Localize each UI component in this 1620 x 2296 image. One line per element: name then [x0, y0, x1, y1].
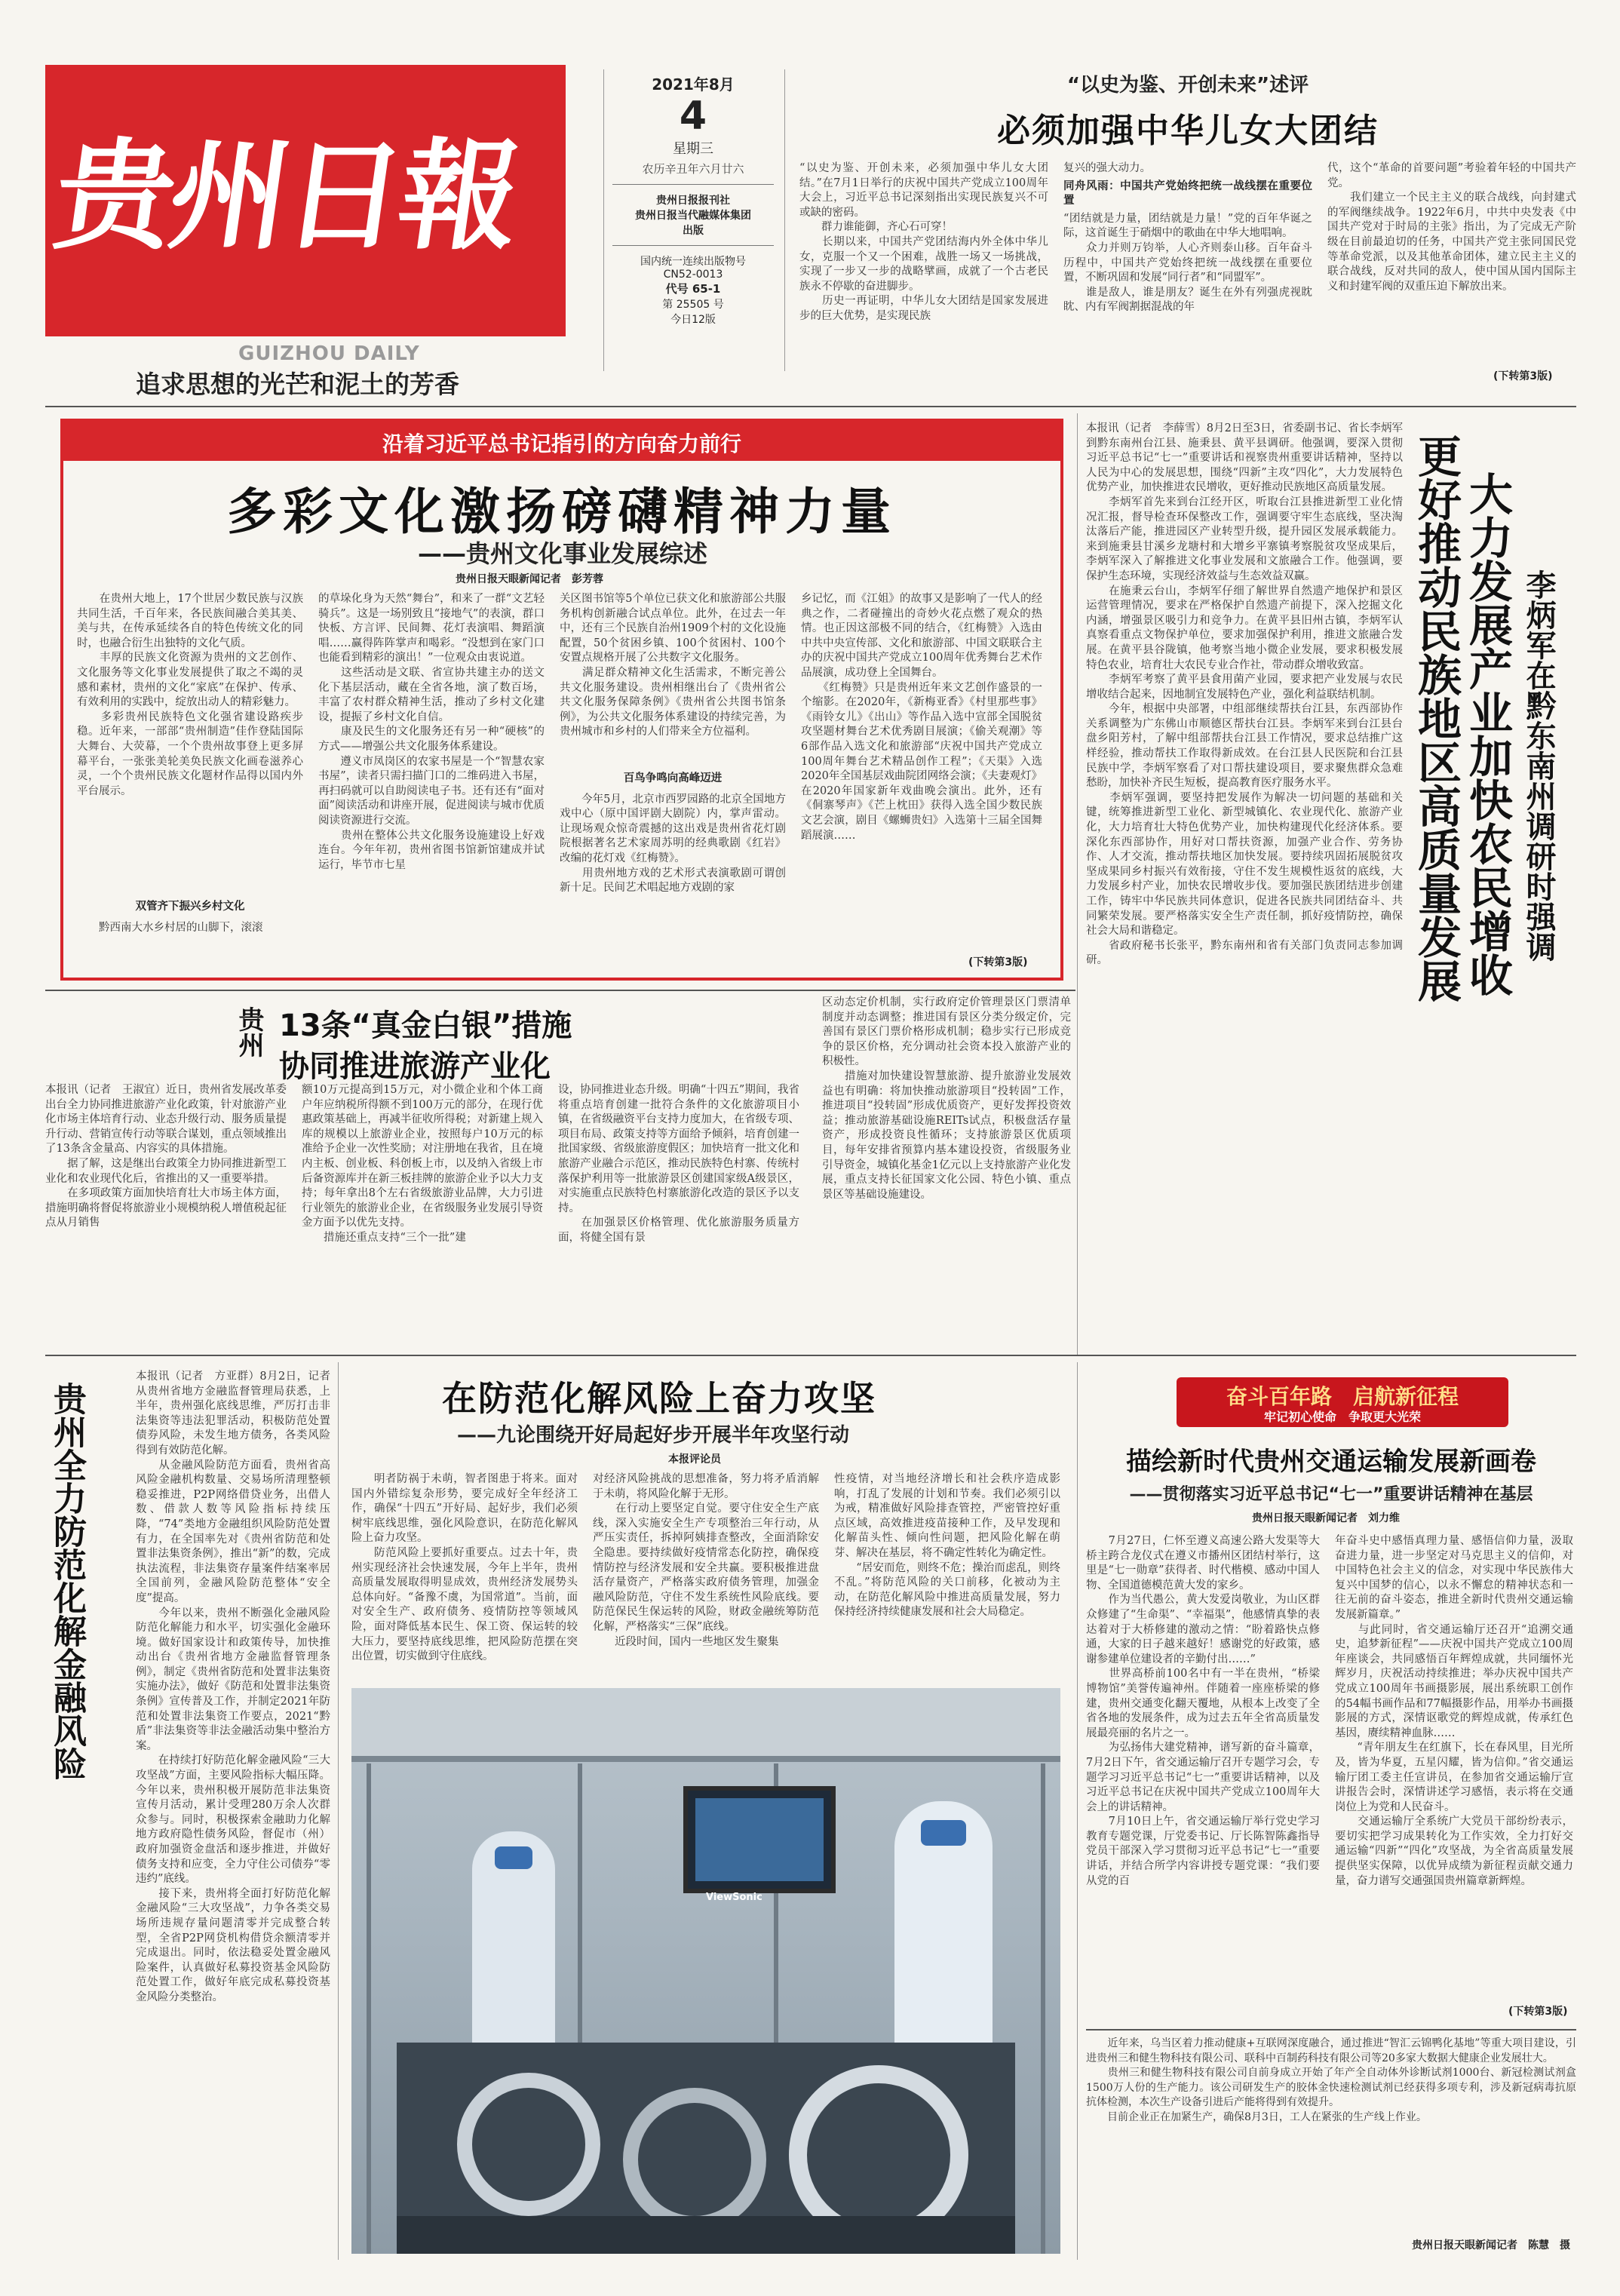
lab-photo [351, 1688, 1060, 2254]
postal-code: 代号 65-1 [665, 282, 721, 296]
transport-article [1086, 1441, 1576, 2021]
issn-label: 国内统一连续出版物号 [640, 256, 746, 268]
monitor-brand: ViewSonic [706, 1892, 762, 1903]
logo-pinyin: GUIZHOU DAILY [238, 342, 420, 365]
publisher-1: 贵州日报报刊社 [656, 195, 730, 207]
tourism-headline-1: 13条“真金白银”措施 [279, 1008, 572, 1043]
rural-headline-2: 大力发展产业加快农民增收 [1462, 471, 1513, 996]
banner-sub: 牢记初心使命 争取更大光荣 [1263, 1410, 1421, 1424]
transport-subheadline: ——贯彻落实习近平总书记“七一”重要讲话精神在基层 [1129, 1485, 1533, 1504]
rural-article [1086, 419, 1576, 1354]
top-kicker: “以史为鉴、开创未来”述评 [1066, 74, 1309, 97]
transport-continued: (下转第3版) [1508, 2006, 1568, 2018]
worker-right-icon [894, 1801, 993, 2050]
feature-col-3-subhead: 百鸟争鸣向高峰迈进 [623, 772, 723, 784]
feature-byline: 贵州日报天眼新闻记者 彭芳蓉 [456, 573, 603, 585]
commentary-headline: 在防范化解风险上奋力攻坚 [442, 1378, 876, 1419]
cn-number: CN52-0013 [663, 269, 723, 281]
commentary-col-1: 明者防祸于未萌，智者图患于将来。面对国内外错综复杂形势，要完成好全年经济工作，确保“十四五”开好局、起好步，我们必须树牢底线思维，强化风险意识，在防范化解风险上奋力攻坚。 防范风险上要抓好重要点。过去十年，贵州实现经济社会快速发展，今年上半年，贵州高质量发展取得明显成效，贵州经济发展势头总体向好。“备豫不虞，为国常道”。当前，面对安全生产、政府债务、疫情防控等领域风险，面对降低基本民生、保工资、保运转的较大压力，要坚持底线思维，把风险防范摆在突出位置，切实做到守住底线。 [351, 1473, 578, 1663]
feature-col-2: 的草垛化身为天然“舞台”，和来了一群“文艺轻骑兵”。这是一场别致且“接地气”的表演，群口快板、方言评、民间舞、花灯表演唱、舞蹈演唱……赢得阵阵掌声和喝彩。“没想到在家门口也能看到精彩的演出！”一位观众由衷说道。 这些活动是文联、省宣协共建主办的送文化下基层活动，藏在全省各地，演了数百场，丰富了农村群众精神生活，推动了乡村文化建设，提振了乡村文化自信。 康及民生的文化服务还有另一种“硬核”的方式——增强公共文化服务体系建设。 遵义市凤岗区的农家书屋是一个“智慧农家书屋”，读者只需扫描门口的二维码进入书屋，再扫码就可以自助阅读电子书。还有还有“面对面”阅读活动和讲座开展，促进阅读与城市优质阅读资源进行交流。 贵州在整体公共文化服务设施建设上好戏连台。今年年初，贵州省图书馆新馆建成并试运行，毕节市七星 [318, 593, 545, 871]
banner-title: 奋斗百年路 启航新征程 [1226, 1384, 1459, 1409]
feature-article [60, 419, 1063, 981]
rural-headline-3: 更好推动民族地区高质量发展 [1410, 434, 1462, 1002]
monitor-icon [683, 1786, 836, 1893]
masthead [45, 65, 566, 397]
feature-col-1-subhead: 双管齐下振兴乡村文化 [135, 901, 245, 913]
issue-number: 第 25505 号 [662, 299, 724, 311]
newspaper-logo [45, 65, 566, 336]
date-lunar: 农历辛丑年六月廿六 [642, 162, 744, 176]
brief-text: 近年来，乌当区着力推动健康+互联网深度融合，通过推进“智汇云锦鸭化基地”等重大项目建设，引进贵州三和健生物科技有限公司、联科中百制药科技有限公司等20多家大数据大健康企业发展壮大。 贵州三和健生物科技有限公司自前身成立开始了年产全自动体外诊断试剂1000台、新冠检测试剂盒1500万人份的生产能力。该公司研发生产的胶体金快速检测试剂已经获得多项专利，涉及新冠病毒抗原抗体检测，本次生产设备引进后产能将得到有效提升。 目前企业正在加紧生产，确保8月3日，工人在紧张的生产线上作业。 [1086, 2037, 1576, 2123]
tourism-headline-2: 协同推进旅游产业化 [279, 1049, 551, 1084]
transport-byline: 贵州日报天眼新闻记者 刘力维 [1252, 1512, 1400, 1524]
top-col-1: “以史为鉴、开创未来，必须加强中华儿女大团结。”在7月1日举行的庆祝中国共产党成立100周年大会上，习近平总书记深刻指出实现民族复兴不可或缺的密码。 群力谁能御，齐心石可穿！ 长期以来，中国共产党团结海内外全体中华儿女，克服一个又一个困难，战胜一场又一场挑战，实现了一步又一步的战略擘画，成就了一个古老民族永不停歇的奋进脚步。 历史一再证明，中华儿女大团结是国家发展进步的巨大优势，是实现民族 [799, 162, 1048, 322]
feature-subheadline: ——贵州文化事业发展综述 [418, 539, 708, 568]
top-col-2-subhead: 同舟风雨：中国共产党始终把统一战线摆在重要位置 [1063, 180, 1312, 207]
commentary-col-2: 对经济风险挑战的思想准备，努力将矛盾消解于未萌，将风险化解于无形。 在行动上要坚定自觉。要守住安全生产底线，深入实施安全生产专项整治三年行动，从严压实责任，拆掉阿姨排查整改，全面消除安全隐患。要持续做好疫情常态化防控，确保疫情防控与经济发展和安全共赢。要积极推进盘活存量资产，严格落实政府债务管理，加强金融风险防范，守住不发生系统性风险底线。要防范保民生保运转的风险，财政金融统筹防范化解，严格落实“三保”底线。 近段时间，国内一些地区发生聚集 [593, 1473, 819, 1648]
date-weekday: 星期三 [673, 141, 713, 157]
finance-text: 本报讯（记者 方亚群）8月2日，记者从贵州省地方金融监督管理局获悉，上半年，贵州强化底线思维，严厉打击非法集资等违法犯罪活动，积极防范处置债券风险，未发生地方债务，各类风险得到有效防范化解。 从金融风险防范方面看，贵州省高风险金融机构数量、交易场所清理整顿稳妥推进，P2P网络借贷业务，出借人数、借款人数等风险指标持续压降，“74”类地方金融组织风险防范处置有力，在全国率先对《贵州省防范和处置非法集资条例》，推出“新”的数，完成执法流程，非法集资存量案件结案率居全国前列，金融风险防范整体“安全度”提高。 今年以来，贵州不断强化金融风险防范化解能力和水平，切实强化金融环境。做好国家设计和政策传导，加快推动出台《贵州省地方金融监督管理条例》，制定《贵州省防范和处置非法集资实施办法》，做好《防范和处置非法集资条例》宣传普及工作，并制定2021年防范和处置非法集资工作要点，2021“黔盾”非法集资等非法金融活动集中整治方案。 在持续打好防范化解金融风险“三大攻坚战”方面，主要风险指标大幅压降。今年以来，贵州积极开展防范非法集资宣传月活动，累计受理280万余人次群众参与。同时，积极探索金融助力化解地方政府隐性债务风险，督促市（州）政府加强资金盘活和逐步推进，并做好债务支持和应变，全力守住公司债券“零违约”底线。 接下来，贵州将全面打好防范化解金融风险“三大攻坚战”，力争各类交易场所违规存量问题清零并完成整合转型，全省P2P网贷机构借贷余额清零并完成退出。同时，依法稳妥处置金融风险案件，认真做好私募投资基金风险防范处置工作，做好年底完成私募投资基金风险分类整治。 [136, 1371, 330, 2003]
logo-text: 贵州日報 [46, 127, 525, 266]
feature-headline: 多彩文化激扬磅礴精神力量 [227, 483, 897, 541]
feature-col-3 [560, 592, 786, 947]
page-count: 今日12版 [670, 314, 716, 326]
tourism-article [45, 996, 1075, 1350]
finance-article [45, 1367, 332, 2257]
tourism-col-4: 区动态定价机制，实行政府定价管理景区门票清单制度并动态调整；推进国有景区分类分级定价，完善国有景区门票价格形成机制；稳步实行已形成竞争的景区价格，充分调动社会资本投入旅游产业的积极性。 措施对加快建设智慧旅游、提升旅游业发展效益也有明确：将加快推动旅游项目“投转固”工作，推进项目“投转固”形成优质资产，更好发挥投资效益；推动旅游基础设施REITs试点，积极盘活存量资产，形成投资良性循环；支持旅游景区优质项目，每年安排省预算内基本建设投资，省级服务业引导资金，城镇化基金1亿元以上支持旅游产业化发展，重点支持长征国家文化公园、特色小镇、重点景区等基础设施建设。 [822, 996, 1071, 1201]
date-day: 4 [679, 94, 707, 139]
commentary-col-3: 性疫情，对当地经济增长和社会秩序造成影响，打乱了发展的计划和节奏。我们必须引以为戒，精准做好风险排查管控，严密管控好重点区域，高效推进疫苗接种工作，及早发现和化解苗头性、倾向性问题，把风险化解在萌芽、解决在基层，将不确定性转化为确定性。 “居安而危，则终不危；操治而虑乱，则终不乱。”将防范风险的关口前移，化被动为主动，在防范化解风险中推进高质量发展，努力保持经济持续健康发展和社会大局稳定。 [834, 1473, 1060, 1619]
tourism-col-1: 本报讯（记者 王淑宜）近日，贵州省发展改革委出台全力协同推进旅游产业化政策，针对旅游产业化市场主体培育行动、业态升级行动、服务质量提升行动、营销宣传行动等联合谋划，重点领域推出了13条含金量高、内容实的具体措施。 据了解，这是继出台政策全力协同推进新型工业化和农业现代化后，省推出的又一重要举措。 在多项政策方面加快培育壮大市场主体方面，措施明确将督促将旅游业小规模纳税人增值税起征点从月销售 [45, 1084, 287, 1229]
top-col-3: 代，这个“革命的首要问题”考验着年轻的中国共产党。 我们建立一个民主主义的联合战线，向封建式的军阀继续战争。1922年6月，中共中央发表《中国共产党对于时局的主张》指出，为了完成无产阶级在目前最迫切的任务，中国共产党主张同国民党等革命党派，以及其他革命团体，建立民主主义的联合战线，反对共同的敌人，使中国从国内国际主义和封建军阀的双重压迫下解放出来。 [1327, 162, 1576, 293]
commentary-byline: 本报评论员 [668, 1453, 721, 1466]
feature-col-3-text: 关区图书馆等5个单位已获文化和旅游部公共服务机构创新融合试点单位。此外，在过去一年中，还有三个民族自治州1909个村的文化设施配置，50个贫困乡镇、100个贫困村、100个安置点规格开展了公共数字文化服务。 满足群众精神文化生活需求，不断完善公共文化服务建设。贵州相继出台了《贵州省公共文化服务保障条例》《贵州省公共图书馆条例》，为公共文化服务体系建设的持续完善，为贵州城市和乡村的人们带来全方位福利。 [560, 593, 786, 738]
feature-col-1-text: 在贵州大地上，17个世居少数民族与汉族共同生活，千百年来，各民族间融合美其美、美与共，在传承延续各自的特色传统文化的同时，也融合衍生出独特的文化气质。 丰厚的民族文化资源为贵州的文艺创作、文化服务等文化事业发展提供了取之不竭的灵感和素材，贵州的文化“家底”在保护、传承、有效利用的实践中，绽放出动人的精彩魅力。 多彩贵州民族特色文化强省建设路疾步稳。近年来，一部部“贵州制造”佳作登陆国际大舞台、大荧幕，一个个贵州故事登上更多屏幕平台，一张张美轮美奂民族文化画卷滋养心灵，一个个贵州民族文化题材作品得以国内外平台展示。 [77, 593, 303, 797]
top-continued: (下转第3版) [1493, 370, 1553, 382]
rural-headline-1: 李炳军在黔东南州调研时强调 [1521, 569, 1556, 962]
worker-left-icon [472, 1831, 555, 2058]
transport-col-2: 年奋斗史中感悟真理力量、感悟信仰力量，汲取奋进力量，进一步坚定对马克思主义的信仰，对中国特色社会主义的信念，对实现中华民族伟大复兴中国梦的信心，以永不懈怠的精神状态和一往无前的奋斗姿态，推进全新时代贵州交通运输发展新篇章。” 与此同时，省交通运输厅还召开“追溯交通史，追梦新征程”——庆祝中国共产党成立100周年座谈会，共同感悟百年辉煌成就，共同缅怀光辉岁月，庆祝活动持续推进；举办庆祝中国共产党成立100周年书画摄影展，展出系统职工创作的54幅书画作品和77幅摄影作品，用举办书画摄影展的方式，深情讴歌党的辉煌成就，传承红色基因，赓续精神血脉…… “青年朋友生在红旗下，长在春风里，目光所及，皆为华夏，五星闪耀，皆为信仰。”省交通运输厅团工委主任宣讲员，在参加省交通运输厅宣讲报告会时，深情讲述学习感悟，表示将在交通岗位上为党和人民奋斗。 交通运输厅全系统广大党员干部纷纷表示，要切实把学习成果转化为工作实效，全力打好交通运输“四新”“四化”攻坚战，为全省高质量发展提供坚实保障，以优异成绩为新征程贡献交通力量，奋力谱写交通强国贵州篇章新辉煌。 [1335, 1535, 1573, 1887]
tourism-col-2: 额10万元提高到15万元，对小微企业和个体工商户年应纳税所得额不到100万元的部分，在现行优惠政策基础上，再减半征收所得税；对新建上规入库的规模以上旅游业企业，按照每户10万元的标准给予企业一次性奖励；对注册地在我省，且在境内主板、创业板、科创板上市，以及纳入省级上市后备资源库并在新三板挂牌的旅游企业予以大力支持；每年拿出8个左右省级旅游业品牌，大力引进行业领先的旅游业企业，在省级服务业发展引导资金方面予以优先支持。 措施还重点支持“三个一批”建 [302, 1084, 543, 1244]
transport-col-1: 7月27日，仁怀至遵义高速公路大发渠等大桥主跨合龙仪式在遵义市播州区团结村举行，这里是“七一勋章”获得者、时代楷模、感动中国人物、全国道德模范黄大发的家乡。 作为当代愚公，黄大发爱岗敬业，为山区群众修建了“生命渠”、“幸福渠”，他感情真挚的表达着对于大桥修建的激动之情：“盼着路快点修通，大家的日子越来越好！感谢党的好政策，感谢参建单位建设者的辛勤付出……” 世界高桥前100名中有一半在贵州，“桥梁博物馆”美誉传遍神州。伴随着一座座桥梁的修建，贵州交通变化翻天覆地，从根本上改变了全省各地的发展条件，成为过去五年全省高质量发展最亮丽的名片之一。 为弘扬伟大建党精神，谱写新的奋斗篇章，7月2日下午，省交通运输厅召开专题学习会，专题学习习近平总书记“七一”重要讲话精神，以及习近平总书记在庆祝中国共产党成立100周年大会上的讲话精神。 7月10日上午，省交通运输厅举行党史学习教育专题党课，厅党委书记、厅长陈智陈鑫指导党员干部深入学习贯彻习近平总书记“七一”重要讲话，并结合所学内容讲授专题党课：“我们要从党的百 [1086, 1535, 1320, 1887]
machine-icon [397, 2043, 1015, 2254]
brief-byline: 贵州日报天眼新闻记者 陈慧 摄 [1412, 2239, 1570, 2251]
top-headline: 必须加强中华儿女大团结 [997, 112, 1379, 150]
tourism-kicker: 贵州 [234, 1006, 264, 1057]
dateline [608, 72, 778, 327]
finance-headline: 贵州全力防范化解金融风险 [48, 1382, 86, 1780]
top-article [799, 69, 1576, 386]
date-year-month: 2021年8月 [652, 75, 735, 94]
feature-col-3b: 今年5月，北京市西罗园路的北京全国地方戏中心（原中国评剧大剧院）内，掌声雷动。让现场观众惊奇震撼的这出戏是贵州省花灯剧院根据著名艺术家周苏明的经典歌剧《红岩》改编的花灯戏《红梅赞》。 用贵州地方戏的艺术形式表演歌剧可谓创新十足。民间艺术唱起地方戏剧的家 [560, 793, 786, 895]
transport-headline: 描绘新时代贵州交通运输发展新画卷 [1126, 1447, 1536, 1477]
commentary-subheadline: ——九论围绕开好局起好步开展半年攻坚行动 [457, 1424, 850, 1447]
publisher-2: 贵州日报当代融媒体集团 [635, 210, 751, 222]
top-col-2a: 复兴的强大动力。 [1063, 162, 1151, 174]
tourism-col-3: 设，协同推进业态升级。明确“十四五”期间，我省将重点培育创建一批符合条件的文化旅游项目小镇，在省级融资平台支持力度加大，在省级专项、项目布局、政策支持等方面给予倾斜，培育创建一批国家级、省级旅游度假区；加快培育一批文化和旅游产业融合示范区，推动民族特色村寨、传统村落保护利用等一批旅游景区创建国家级A级景区，对实施重点民族特色村寨旅游化改造的景区予以支持。 在加强景区价格管理、优化旅游服务质量方面，将健全国有景 [558, 1084, 799, 1244]
slogan: 追求思想的光芒和泥土的芳香 [136, 370, 459, 399]
feature-col-4: 乡记忆，而《江姐》的故事又是影响了一代人的经典之作，二者碰撞出的奇妙火花点燃了观众的热情。也正因这部极不同的结合，《红梅赞》入选由中共中央宣传部、文化和旅游部、中国文联联合主办的庆祝中国共产党成立100周年优秀舞台艺术作品展演，成功登上全国舞台。 《红梅赞》只是贵州近年来文艺创作盛景的一个缩影。在2020年，《新梅亚香》《村里那些事》《雨铃女儿》《出山》等作品入选中宣部全国脱贫攻坚题材舞台艺术优秀剧目展演；《偷关观潮》等6部作品入选文化和旅游部“庆祝中国共产党成立100周年舞台艺术精品创作工程”；《天渠》入选2020年全国基层戏曲院团网络会演；《夫妻观灯》在2020年国家新年戏曲晚会演出。此外，还有《侗寨琴声》《芒上枕田》获得入选全国少数民族文艺会演，剧目《螺蛳贵妇》入选第十三届全国舞蹈展演…… [801, 593, 1042, 842]
campaign-banner [1177, 1377, 1508, 1427]
rural-text: 本报讯（记者 李薛雪）8月2日至3日，省委副书记、省长李炳军到黔东南州台江县、施秉县、黄平县调研。他强调，要深入贯彻习近平总书记“七一”重要讲话和视察贵州重要讲话精神，坚持以人民为中心的发展思想，围绕“四新”主攻“四化”，大力发展特色优势产业，加快推进农民增收，更好推动民族地区高质量发展。 李炳军首先来到台江经开区，听取台江县推进新型工业化情况汇报，督导检查环保整改工作，强调要守牢生态底线，坚决淘汰落后产能，推进园区产业转型升级，提升园区发展承载能力。来到施秉县甘溪乡龙塘村和大增乡平寨镇考察脱贫攻坚成果后，李炳军深入了解推进文化事业发展和文旅融合工作。他强调，要保护生态环境，实现经济效益与生态效益双赢。 在施秉云台山，李炳军仔细了解世界自然遗产地保护和景区运营管理情况，要求在严格保护自然遗产前提下，深入挖掘文化内涵，增强景区吸引力和竞争力。在黄平县旧州古镇，李炳军认真察看重点文物保护单位，要求加强保护利用，推进文旅融合发展。在黄平县谷陇镇，他考察当地小微企业发展，要求积极发展特色农业，培育壮大农民专业合作社，带动群众增收致富。 李炳军考察了黄平县食用菌产业园，要求把产业发展与农民增收结合起来，因地制宜发展特色产业，强化利益联结机制。 今年，根据中央部署，中组部继续帮扶台江县，东西部协作关系调整为广东佛山市顺德区帮扶台江县。李炳军来到台江县台盘乡阳芳村，了解中组部帮扶台江县工作情况，要求总结推广这样经验，推动帮扶工作取得新成效。在台江县人民医院和台江县民族中学，李炳军察看了对口帮扶建设项目，要求聚焦群众急难愁盼，加快补齐民生短板，提高教育医疗服务水平。 李炳军强调，要坚持把发展作为解决一切问题的基础和关键，统筹推进新型工业化、新型城镇化、农业现代化、旅游产业化，大力培育壮大特色优势产业，加快构建现代化经济体系。要深化东西部协作，用好对口帮扶资源，加强产业合作、劳务协作、人才交流，推动帮扶地区加快发展。要持续巩固拓展脱贫攻坚成果同乡村振兴有效衔接，守住不发生规模性返贫的底线，大力发展乡村产业，加快农民增收步伐。要加强民族团结进步创建工作，铸牢中华民族共同体意识，促进各民族共同团结奋斗、共同繁荣发展。要严格落实安全生产责任制，抓好疫情防控，确保社会大局和谐稳定。 省政府秘书长张平，黔东南州和省有关部门负责同志参加调研。 [1086, 422, 1403, 967]
feature-kicker: 沿着习近平总书记指引的方向奋力前行 [382, 431, 741, 456]
top-col-2b: “团结就是力量，团结就是力量！”党的百年华诞之际，这首诞生于硝烟中的歌曲在中华大地唱响。 众力并则万钧举，人心齐则泰山移。百年奋斗历程中，中国共产党始终把统一战线摆在重要位置，不断巩固和发展“同行者”和“同盟军”。 谁是敌人，谁是朋友？诞生在外有列强虎视眈眈、内有军阀割据混战的年 [1063, 212, 1312, 314]
photo-caption-brief [1086, 2037, 1576, 2255]
feature-col-1 [77, 592, 303, 935]
feature-col-1b: 黔西南大水乡村居的山脚下，滚滚 [77, 921, 263, 934]
publisher-3: 出版 [683, 225, 704, 237]
feature-continued: (下转第3版) [968, 956, 1028, 968]
commentary-article [351, 1367, 1068, 1684]
